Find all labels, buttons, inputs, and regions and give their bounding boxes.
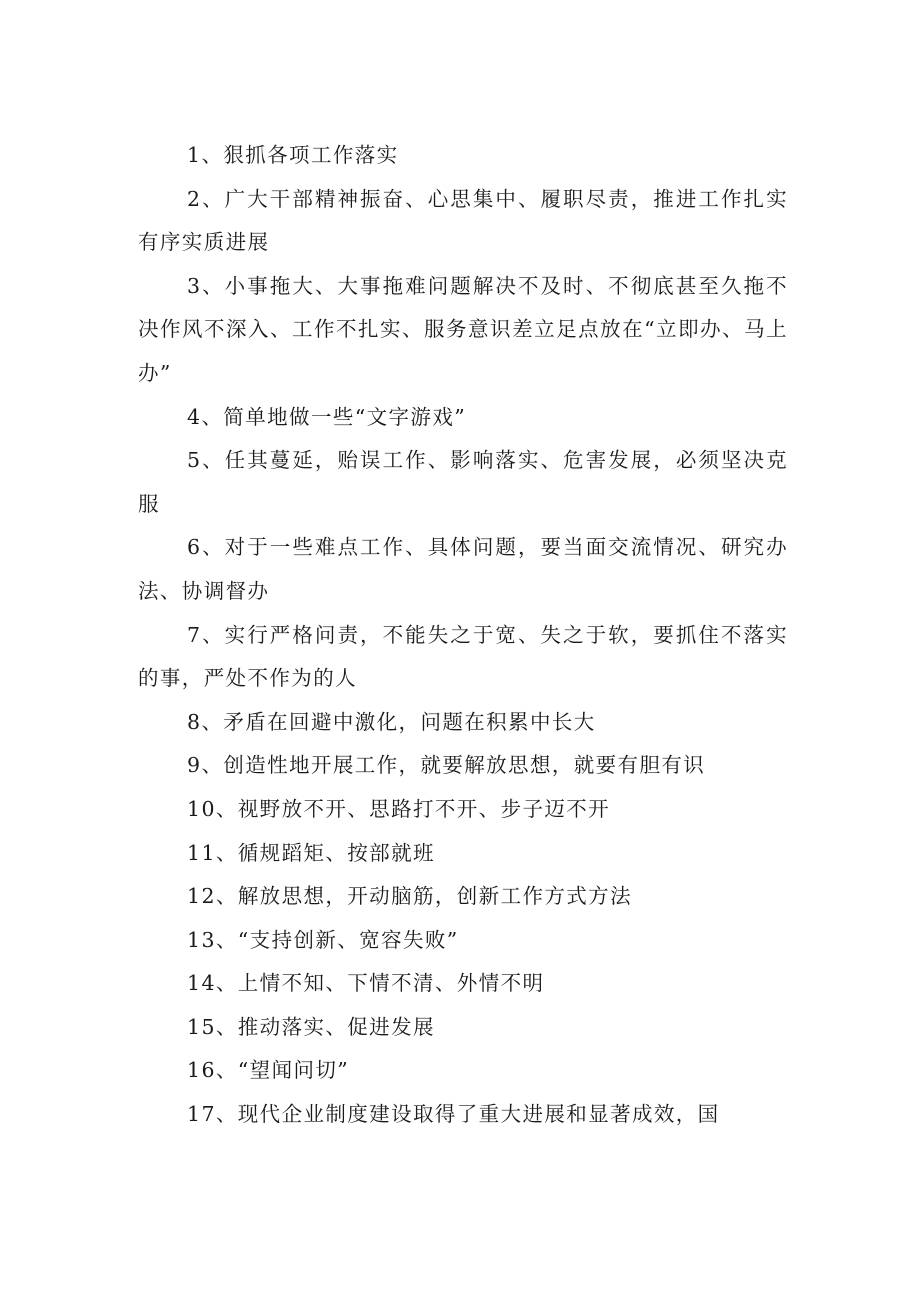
paragraph-5: 5、任其蔓延，贻误工作、影响落实、危害发展，必须坚决克服 [138, 448, 788, 516]
paragraph-13: 13、“支持创新、宽容失败” [187, 927, 459, 952]
paragraph-15: 15、推动落实、促进发展 [187, 1014, 435, 1039]
paragraph-8: 8、矛盾在回避中激化，问题在积累中长大 [187, 709, 596, 734]
paragraph-4: 4、简单地做一些“文字游戏” [187, 404, 467, 429]
paragraph-11: 11、循规蹈矩、按部就班 [187, 840, 435, 865]
paragraph-12: 12、解放思想，开动脑筋，创新工作方式方法 [187, 884, 632, 909]
paragraph-3: 3、小事拖大、大事拖难问题解决不及时、不彻底甚至久拖不决作风不深入、工作不扎实、服务意识差立足点放在“立即办、马上办” [138, 273, 788, 385]
document-body [138, 134, 788, 1137]
paragraph-16: 16、“望闻问切” [187, 1058, 350, 1083]
paragraph-2: 2、广大干部精神振奋、心思集中、履职尽责，推进工作扎实有序实质进展 [138, 186, 788, 255]
paragraph-1: 1、狠抓各项工作落实 [187, 143, 399, 167]
paragraph-10: 10、视野放不开、思路打不开、步子迈不开 [187, 796, 611, 821]
paragraph-7: 7、实行严格问责，不能失之于宽、失之于软，要抓住不落实的事，严处不作为的人 [138, 622, 788, 691]
paragraph-14: 14、上情不知、下情不清、外情不明 [187, 971, 545, 996]
paragraph-6: 6、对于一些难点工作、具体问题，要当面交流情况、研究办法、协调督办 [138, 535, 788, 603]
paragraph-17: 17、现代企业制度建设取得了重大进展和显著成效，国 [187, 1102, 720, 1127]
paragraph-9: 9、创造性地开展工作，就要解放思想，就要有胆有识 [187, 753, 706, 778]
